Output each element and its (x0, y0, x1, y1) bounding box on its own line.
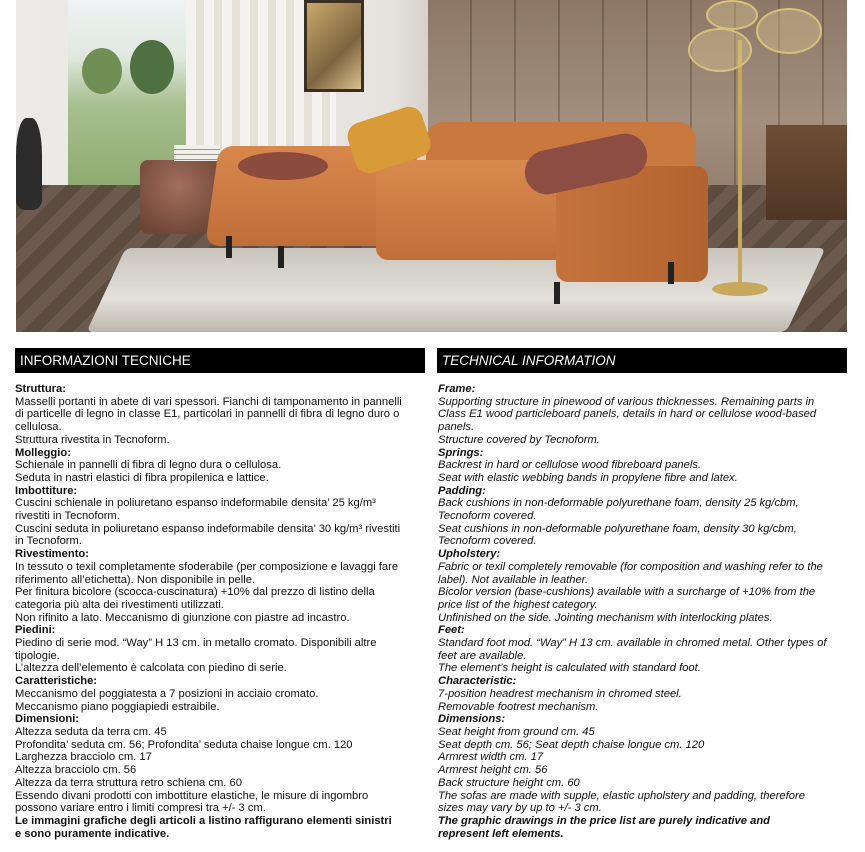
tree (130, 40, 174, 94)
books (174, 145, 220, 161)
spec-line: possono variare entro i limiti compresi tra +/- 3 cm. (15, 802, 266, 815)
spec-heading: Caratteristiche: (15, 675, 98, 688)
spec-line: label). Not available in leather. (438, 573, 589, 586)
sofa-leg (278, 246, 284, 268)
spec-heading: Struttura: (15, 383, 66, 395)
spec-line: Schienale in pannelli di fibra di legno dura o cellulosa. (15, 459, 282, 472)
spec-line: Armrest height cm. 56 (438, 764, 548, 777)
spec-line: categoria più alta dei rivestimenti utilizzati. (15, 598, 224, 611)
spec-line: 7-position headrest mechanism in chromed steel. (438, 687, 682, 700)
spec-line: Altezza da terra struttura retro schiena cm. 60 (15, 776, 242, 789)
sofa-leg (226, 236, 232, 258)
spec-heading: Feet: (438, 624, 465, 637)
spec-heading: e sono puramente indicative. (15, 827, 170, 840)
cushion (238, 152, 328, 180)
spec-heading: Padding: (438, 484, 486, 497)
spec-line: In tessuto o texil completamente sfoderabile (per composizione e lavaggi fare (15, 560, 399, 573)
spec-line: Back structure height cm. 60 (438, 776, 580, 789)
spec-line: Structure covered by Tecnoform. (438, 433, 600, 446)
spec-heading: Characteristic: (438, 675, 517, 688)
section-header-en: TECHNICAL INFORMATION (437, 348, 847, 373)
spec-line: Masselli portanti in abete di vari spessori. Fianchi di tamponamento in pannelli (15, 395, 402, 408)
spec-line: Bicolor version (base-cushions) available with a surcharge of +10% from the (438, 586, 816, 599)
section-header-it: INFORMAZIONI TECNICHE (15, 348, 425, 373)
spec-line: The sofas are made with supple, elastic upholstery and padding, therefore (438, 789, 805, 802)
spec-line: di particelle di legno in classe E1, particolari in pannelli di fibra di legno duro o (15, 408, 400, 421)
spec-heading: Springs: (438, 446, 484, 459)
tree (82, 48, 122, 94)
spec-heading: represent left elements. (438, 827, 564, 840)
spec-line: Struttura rivestita in Tecnoform. (15, 433, 170, 446)
sideboard (766, 125, 847, 220)
spec-line: Meccanismo del poggiatesta a 7 posizioni in acciaio cromato. (15, 687, 319, 700)
spec-heading: Le immagini grafiche degli articoli a listino raffigurano elementi sinistri (15, 814, 392, 827)
lamp-leaf (706, 0, 758, 30)
spec-line: Meccanismo piano poggiapiedi estraibile. (15, 700, 220, 713)
spec-line: Seat with elastic webbing bands in propylene fibre and latex. (438, 471, 738, 484)
sofa-leg (554, 282, 560, 304)
spec-line: feet are available. (438, 649, 527, 662)
spec-heading: Dimensioni: (15, 713, 80, 726)
spec-heading: Upholstery: (438, 548, 501, 561)
spec-line: Larghezza bracciolo cm. 17 (15, 751, 152, 764)
technical-info-en (438, 383, 850, 840)
spec-line: L’altezza dell’elemento è calcolata con piedino di serie. (15, 662, 287, 675)
spec-line: Armrest width cm. 17 (438, 751, 544, 764)
spec-line: Standard foot mod. “Way” H 13 cm. available in chromed metal. Other types of (438, 637, 827, 650)
spec-line: price list of the highest category. (438, 598, 598, 611)
spec-line: Piedino di serie mod. “Way” H 13 cm. in metallo cromato. Disponibili altre (15, 637, 377, 650)
spec-line: Profondita’ seduta cm. 56; Profondita’ seduta chaise longue cm. 120 (15, 738, 353, 751)
spec-line: Backrest in hard or cellulose wood fibreboard panels. (438, 459, 702, 472)
wall-artwork (304, 0, 364, 92)
spec-line: Cuscini schienale in poliuretano espanso indeformabile densita’ 25 kg/m³ (15, 497, 376, 510)
spec-line: Unfinished on the side. Jointing mechanism with interlocking plates. (438, 611, 773, 624)
spec-line: Tecnoform covered. (438, 510, 537, 523)
spec-line: Altezza bracciolo cm. 56 (15, 764, 137, 777)
spec-line: Fabric or texil completely removable (for composition and washing refer to the (438, 560, 823, 573)
spec-line: sizes may vary by up to +/- 3 cm. (438, 802, 602, 815)
spec-line: Supporting structure in pinewood of various thicknesses. Remaining parts in (438, 395, 815, 408)
spec-heading: Piedini: (15, 624, 56, 637)
spec-line: riferimento all’etichetta). Non disponibile in pelle. (15, 573, 256, 586)
spec-line: Per finitura bicolore (scocca-cuscinatura) +10% dal prezzo di listino della (15, 586, 375, 599)
sofa-leg (668, 262, 674, 284)
spec-heading: Frame: (438, 383, 476, 395)
spec-line: tipologie. (15, 649, 60, 662)
spec-heading: The graphic drawings in the price list are purely indicative and (438, 814, 770, 827)
spec-line: in Tecnoform. (15, 535, 82, 548)
spec-line: Removable footrest mechanism. (438, 700, 599, 713)
spec-line: panels. (438, 421, 475, 434)
spec-heading: Rivestimento: (15, 548, 89, 561)
floor-lamp (738, 40, 742, 290)
floor-lamp-base (712, 282, 768, 296)
spec-line: Cuscini seduta in poliuretano espanso indeformabile densita’ 30 kg/m³ rivestiti (15, 522, 401, 535)
spec-line: Seat height from ground cm. 45 (438, 725, 595, 738)
spec-heading: Molleggio: (15, 446, 71, 459)
spec-line: Non rifinito a lato. Meccanismo di giunzione con piastre ad incastro. (15, 611, 350, 624)
spec-line: rivestiti in Tecnoform. (15, 510, 120, 523)
spec-heading: Imbottiture: (15, 484, 78, 497)
spec-line: Essendo divani prodotti con imbottiture elastiche, le misure di ingombro (15, 789, 369, 802)
spec-line: Tecnoform covered. (438, 535, 537, 548)
spec-line: Seat depth cm. 56; Seat depth chaise longue cm. 120 (438, 738, 705, 751)
spec-line: cellulosa. (15, 421, 62, 434)
spec-line: Back cushions in non-deformable polyurethane foam, density 25 kg/cbm, (438, 497, 799, 510)
vase (16, 118, 42, 210)
spec-line: Class E1 wood particleboard panels, details in hard or cellulose wood-based (438, 408, 817, 421)
spec-line: Seduta in nastri elastici di fibra propilenica e lattice. (15, 471, 269, 484)
sofa-photo (16, 0, 847, 332)
spec-line: Altezza seduta da terra cm. 45 (15, 725, 167, 738)
spec-line: Seat cushions in non-deformable polyurethane foam, density 30 kg/cbm, (438, 522, 797, 535)
spec-heading: Dimensions: (438, 713, 506, 726)
spec-line: The element’s height is calculated with standard foot. (438, 662, 701, 675)
lamp-leaf (756, 8, 822, 54)
technical-info-it (15, 383, 425, 840)
lamp-leaf (688, 28, 752, 72)
